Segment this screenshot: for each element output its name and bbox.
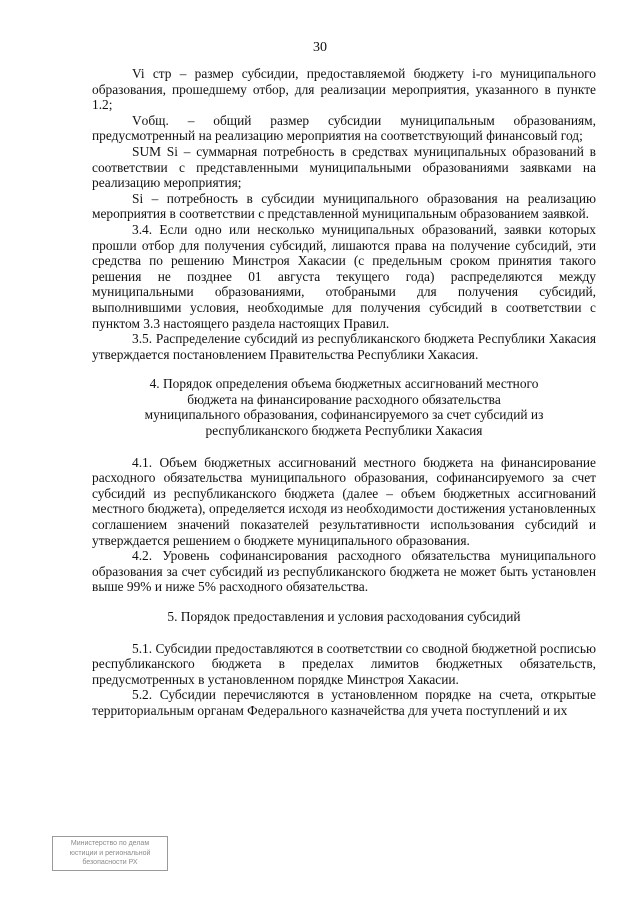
document-body <box>92 66 596 719</box>
page-number: 30 <box>313 40 327 55</box>
section-4-heading: 4. Порядок определения объема бюджетных ассигнований местного бюджета на финансирование расходного обязательства муниципального образования, софинансируемого за счет субсидий из республиканского бюджета Республики Хакасия <box>144 376 544 439</box>
paragraph-vi-definition: Vi стр – размер субсидии, предоставляемой бюджету i-го муниципального образования, прошедшему отбор, для реализации мероприятия, указанного в пункте 1.2; <box>92 66 596 113</box>
paragraph-4-1: 4.1. Объем бюджетных ассигнований местного бюджета на финансирование расходного обязательства муниципального образования, софинансируемого за счет субсидий из республиканского бюджета (далее – объем бюджетных ассигнований местного бюджета), определяется исходя из необходимости достижения установленных соглашением значений показателей результативности использования субсидий и утверждается решением о бюджете муниципального образования. <box>92 454 596 548</box>
stamp-line-2: юстиции и региональной <box>69 849 151 857</box>
paragraph-5-1: 5.1. Субсидии предоставляются в соответствии со сводной бюджетной росписью республиканского бюджета в пределах лимитов бюджетных обязательств, предусмотренных в установленном порядке Минстроя Хакасии. <box>92 640 596 687</box>
paragraph-3-4: 3.4. Если одно или несколько муниципальных образований, заявки которых прошли отбор для получения субсидий, лишаются права на получение субсидий, эти средства по решению Минстроя Хакасии (с предельным сроком принятия такого решения не позднее 01 августа текущего года) распределяются между муниципальными образованиями, отобраными для получения субсидий, выполнившими условия, необходимые для получения субсидий в соответствии с пунктом 3.3 настоящего раздела настоящих Правил. <box>92 221 596 331</box>
paragraph-3-5: 3.5. Распределение субсидий из республиканского бюджета Республики Хакасия утверждается постановлением Правительства Республики Хакасия. <box>92 331 596 362</box>
paragraph-sum-si-definition: SUM Si – суммарная потребность в средствах муниципальных образований в соответствии с представленными муниципальными образованиями заявками на реализацию мероприятия; <box>92 143 596 191</box>
stamp-line-1: Министерство по делам <box>70 840 150 847</box>
paragraph-si-definition: Si – потребность в субсидии муниципального образования на реализацию мероприятия в соответствии с представленной муниципальным образованием заявкой. <box>92 190 596 222</box>
paragraph-vobsh-definition: Vобщ. – общий размер субсидии муниципальным образованиям, предусмотренный на реализацию мероприятия на соответствующий финансовый год; <box>92 112 596 144</box>
paragraph-4-2: 4.2. Уровень софинансирования расходного обязательства муниципального образования за счет субсидий из республиканского бюджета не может быть установлен выше 99% и ниже 5% расходного обязательства. <box>92 548 596 595</box>
registration-stamp <box>52 836 168 871</box>
section-5-heading: 5. Порядок предоставления и условия расходования субсидий <box>167 609 521 624</box>
stamp-line-3: безопасности РХ <box>82 859 138 866</box>
paragraph-5-2: 5.2. Субсидии перечисляются в установленном порядке на счета, открытые территориальным органам Федерального казначейства для учета поступлений и их <box>92 687 596 718</box>
